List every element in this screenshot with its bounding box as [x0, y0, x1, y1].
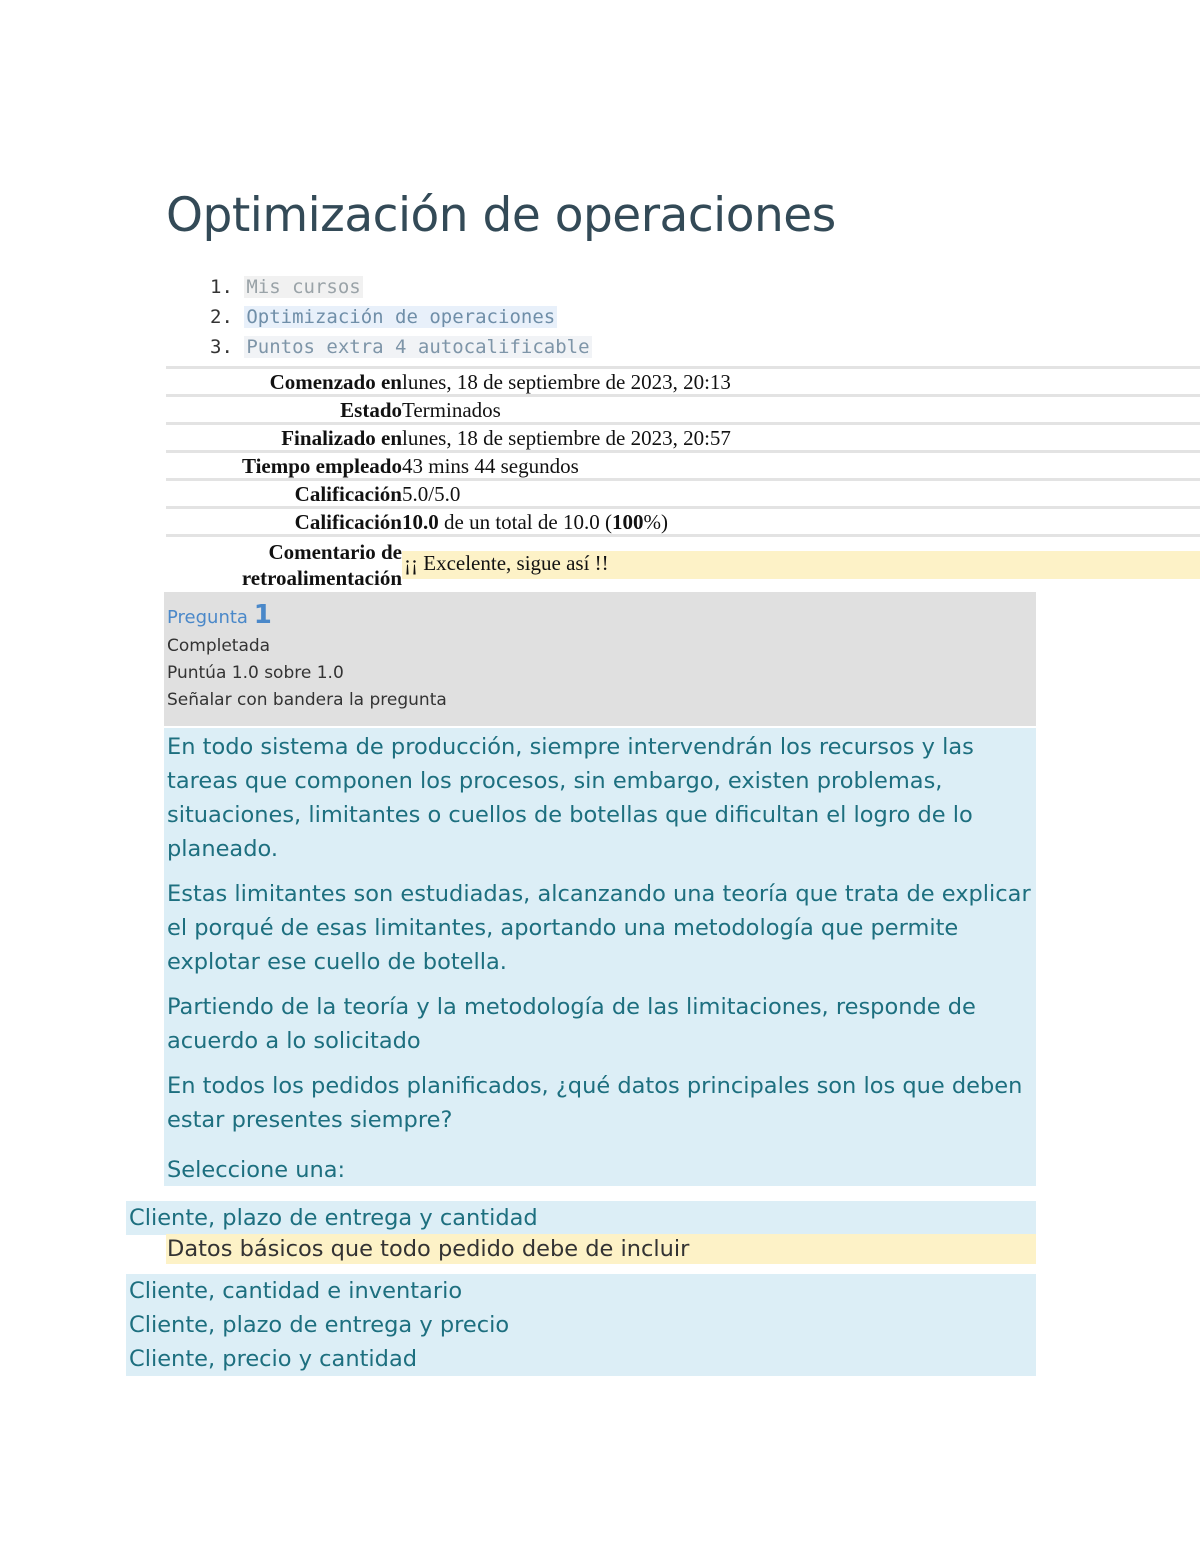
grade-value-total: de un total de 10.0 ( — [438, 510, 612, 534]
answer-option-2[interactable]: Cliente, cantidad e inventario — [126, 1274, 1036, 1308]
feedback-label-line2: retroalimentación — [241, 566, 402, 590]
grade-label: Calificación — [294, 510, 402, 534]
started-label: Comenzado en — [269, 370, 402, 394]
time-label: Tiempo empleado — [241, 454, 402, 478]
attempt-summary-table — [166, 366, 1200, 590]
grade-value-percent: 100 — [611, 510, 644, 534]
breadcrumb-item — [210, 336, 592, 366]
flag-question-link[interactable]: Señalar con bandera la pregunta — [167, 690, 447, 710]
question-number: 1 — [253, 600, 272, 630]
grade-value-score: 10.0 — [402, 510, 439, 534]
finished-value: lunes, 18 de septiembre de 2023, 20:57 — [402, 426, 731, 450]
summary-row-started — [166, 366, 1200, 394]
feedback-label-line1: Comentario de — [268, 540, 402, 564]
breadcrumb-link-my-courses[interactable]: Mis cursos — [246, 276, 361, 298]
time-value: 43 mins 44 segundos — [402, 454, 579, 478]
summary-row-grade — [166, 506, 1200, 534]
grade-value-end: %) — [643, 510, 668, 534]
answer-option-4[interactable]: Cliente, precio y cantidad — [126, 1342, 1036, 1376]
finished-label: Finalizado en — [281, 426, 402, 450]
breadcrumb-item — [210, 276, 592, 306]
state-label: Estado — [340, 398, 402, 422]
breadcrumb-number: 3. — [210, 336, 233, 358]
breadcrumb-number: 1. — [210, 276, 233, 298]
breadcrumb-link-course[interactable]: Optimización de operaciones — [246, 306, 556, 328]
feedback-label — [242, 539, 402, 591]
page-title: Optimización de operaciones — [166, 188, 836, 243]
summary-row-state — [166, 394, 1200, 422]
question-label: Pregunta — [167, 607, 248, 628]
question-text-panel — [164, 728, 1036, 1186]
breadcrumb-link-quiz[interactable]: Puntos extra 4 autocalificable — [246, 336, 590, 358]
question-status: Completada — [167, 636, 271, 656]
grade-value — [402, 510, 668, 535]
answer-option-3[interactable]: Cliente, plazo de entrega y precio — [126, 1308, 1036, 1342]
feedback-value: ¡¡ Excelente, sigue así !! — [402, 551, 1200, 579]
breadcrumb-number: 2. — [210, 306, 233, 328]
breadcrumb — [210, 276, 592, 366]
grade-points-label: Calificación — [294, 482, 402, 506]
select-one-prompt: Seleccione una: — [167, 1157, 346, 1183]
question-paragraph: Estas limitantes son estudiadas, alcanzando una teoría que trata de explicar el porqué de esas limitantes, aportando una metodología que permite explotar ese cuello de botella. — [167, 881, 1031, 975]
started-value: lunes, 18 de septiembre de 2023, 20:13 — [402, 370, 731, 394]
question-paragraph: En todo sistema de producción, siempre intervendrán los recursos y las tareas que componen los procesos, sin embargo, existen problemas, situaciones, limitantes o cuellos de botellas que dificultan el logro de lo planeado. — [167, 734, 974, 862]
question-paragraph: Partiendo de la teoría y la metodología de las limitaciones, responde de acuerdo a lo solicitado — [167, 994, 976, 1054]
question-score: Puntúa 1.0 sobre 1.0 — [167, 663, 344, 683]
question-heading — [167, 600, 272, 630]
summary-row-grade-points — [166, 478, 1200, 506]
summary-row-finished — [166, 422, 1200, 450]
question-paragraph: En todos los pedidos planificados, ¿qué datos principales son los que deben estar presentes siempre? — [167, 1073, 1023, 1133]
grade-points-value: 5.0/5.0 — [402, 482, 461, 506]
summary-row-feedback — [166, 534, 1200, 590]
state-value: Terminados — [402, 398, 501, 422]
question-info-panel — [164, 592, 1036, 726]
answer-option-1[interactable]: Cliente, plazo de entrega y cantidad — [126, 1201, 1036, 1235]
answer-option-feedback: Datos básicos que todo pedido debe de incluir — [166, 1234, 1036, 1264]
breadcrumb-item — [210, 306, 592, 336]
summary-row-time — [166, 450, 1200, 478]
